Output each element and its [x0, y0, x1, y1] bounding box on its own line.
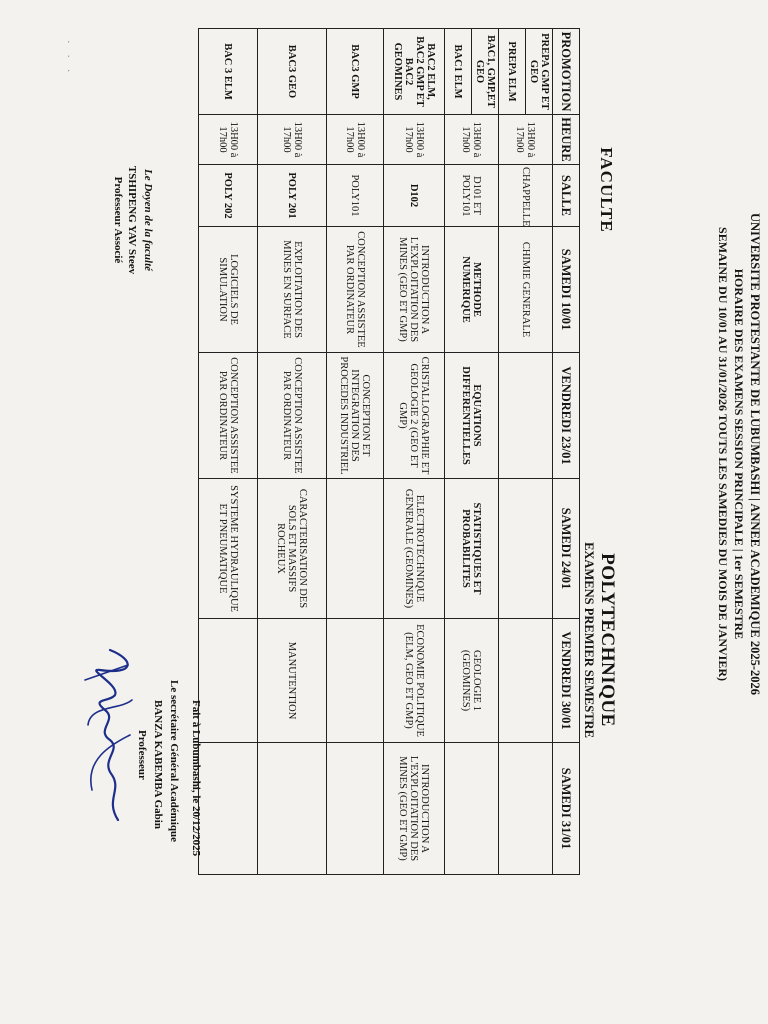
exam-cell: STATISTIQUES ET PROBABILITES [445, 479, 499, 619]
column-header: VENDREDI 23/01 [553, 353, 580, 479]
exam-cell: CONCEPTION ASSISTEE PAR ORDINATEUR [327, 227, 384, 353]
column-header: PROMOTION [553, 29, 580, 115]
exam-cell: INTRODUCTION A L'EXPLOITATION DES MINES (GEO ET GMP) [384, 743, 445, 875]
exam-cell: CONCEPTION ET INTEGRATION DES PROCEDES INDUSTRIEL [327, 353, 384, 479]
table-row [384, 29, 445, 875]
exam-cell [199, 743, 258, 875]
time-cell: 13H00 à 17h00 [499, 115, 553, 165]
exam-cell: CONCEPTION ASSISTEE PAR ORDINATEUR [199, 353, 258, 479]
handwritten-signature [70, 640, 140, 840]
exam-cell [499, 353, 553, 479]
secretary-general-rank: Professeur [136, 730, 148, 780]
promotion-cell: BAC3 GMP [327, 29, 384, 115]
dean-title: Le Doyen de la faculté [142, 168, 154, 272]
column-header: SAMEDI 24/01 [553, 479, 580, 619]
column-header: SALLE [553, 165, 580, 227]
column-header: HEURE [553, 115, 580, 165]
exam-cell: MANUTENTION [258, 619, 327, 743]
promotion-cell: BAC3 GEO [258, 29, 327, 115]
table-row [526, 29, 553, 875]
dean-rank: Professeur Associé [112, 176, 124, 264]
faculte-label: FACULTE [597, 147, 616, 233]
table-row [199, 29, 258, 875]
table-row [327, 29, 384, 875]
promotion-cell: BAC1 ELM [445, 29, 472, 115]
exam-schedule-table [198, 28, 580, 875]
time-cell: 13H00 à 17h00 [199, 115, 258, 165]
table-row [472, 29, 499, 875]
exam-cell [327, 743, 384, 875]
exam-cell [327, 619, 384, 743]
scan-artifact-marks: · · · [62, 40, 74, 77]
place-and-date: Fait à Lubumbashi, le 20/12/2025 [190, 700, 202, 857]
exam-cell: CARACTERISATION DES SOLS ET MASSIFS ROCHEUX [258, 479, 327, 619]
exam-cell: ECONOMIE POLITIQUE (ELM, GEO ET GMP) [384, 619, 445, 743]
exam-cell [258, 743, 327, 875]
exam-cell: EQUATIONS DIFFERENTIELLES [445, 353, 499, 479]
room-cell: POLY101 [327, 165, 384, 227]
exam-cell: SYSTEME HYDRAULIQUE ET PNEUMATIQUE [199, 479, 258, 619]
column-header: VENDREDI 30/01 [553, 619, 580, 743]
exam-cell [499, 619, 553, 743]
university-title: UNIVERSITE PROTESTANTE DE LUBUMBASHI | ANNEE ACADEMIQUE 2025-2026 [748, 212, 762, 696]
table-row [258, 29, 327, 875]
exam-cell: CHIMIE GENERALE [499, 227, 553, 353]
promotion-cell: PREPA GMP ET GEO [526, 29, 553, 115]
week-range-title: SEMAINE DU 10/01 AU 31/01/2026 TOUTS LES SAMEDIES DU MOIS DE JANVIER) [716, 227, 730, 681]
table-header-row [553, 29, 580, 875]
exam-cell [199, 619, 258, 743]
exam-cell: EXPLOITATION DES MINES EN SURFACE [258, 227, 327, 353]
time-cell: 13H00 à 17h00 [384, 115, 445, 165]
exam-cell: GEOLOGIE 1 (GEOMINES) [445, 619, 499, 743]
room-cell: CHAPPELLE [499, 165, 553, 227]
exam-cell: INTRODUCTION A L'EXPLOITATION DES MINES (GEO ET GMP) [384, 227, 445, 353]
faculty-name: POLYTECHNIQUE [597, 553, 618, 727]
exam-schedule-title: HORAIRE DES EXAMENS SESSION PRINCIPALE | 1er SEMESTRE [732, 268, 746, 640]
exam-cell: CONCEPTION ASSISTEE PAR ORDINATEUR [258, 353, 327, 479]
promotion-cell: BAC2 ELM, BAC2 GMP ET BAC2 GEOMINES [384, 29, 445, 115]
exam-cell [327, 479, 384, 619]
column-header: SAMEDI 31/01 [553, 743, 580, 875]
secretary-general-name: BANZA KABEMBA Gabin [152, 700, 164, 829]
time-cell: 13H00 à 17h00 [445, 115, 499, 165]
room-cell: D102 [384, 165, 445, 227]
exam-cell: CRISTALLOGRAPHIE ET GEOLOGIE 2 (GEO ET GMP) [384, 353, 445, 479]
promotion-cell: PREPA ELM [499, 29, 526, 115]
promotion-cell: BAC1, GMP,ET GEO [472, 29, 499, 115]
secretary-general-title: Le secrétaire Général Académique [168, 680, 180, 842]
room-cell: POLY 201 [258, 165, 327, 227]
exam-cell [499, 743, 553, 875]
dean-name: TSHIPENG YAV Steev [126, 165, 138, 275]
exam-cell: LOGICIELS DE SIMULATION [199, 227, 258, 353]
time-cell: 13H00 à 17h00 [258, 115, 327, 165]
room-cell: D101 ET POLY101 [445, 165, 499, 227]
column-header: SAMEDI 10/01 [553, 227, 580, 353]
time-cell: 13H00 à 17h00 [327, 115, 384, 165]
exam-type-title: EXAMENS PREMIER SEMESTRE [582, 542, 596, 738]
exam-cell: METHODE NUMERIQUE [445, 227, 499, 353]
exam-cell [445, 743, 499, 875]
room-cell: POLY 202 [199, 165, 258, 227]
exam-cell: ELECTROTECHNIQUE GENERALE (GEOMINES) [384, 479, 445, 619]
promotion-cell: BAC 3 ELM [199, 29, 258, 115]
exam-cell [499, 479, 553, 619]
